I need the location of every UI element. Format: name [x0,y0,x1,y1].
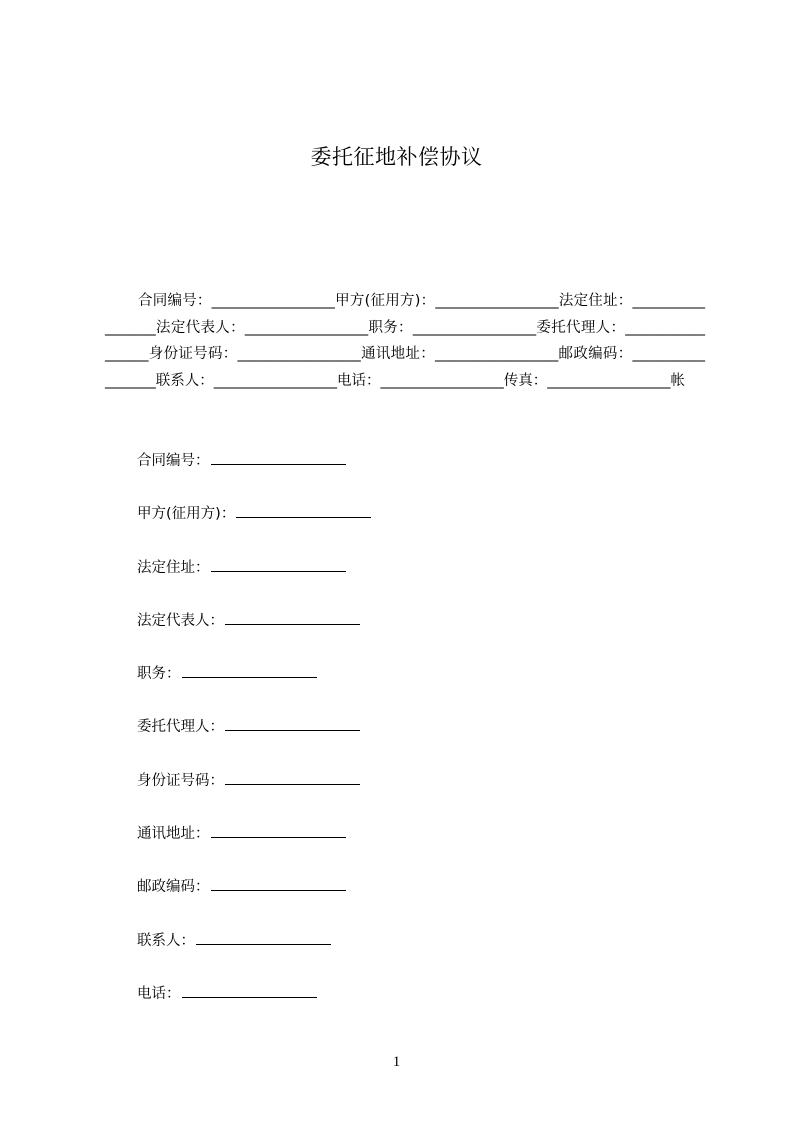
fill-in-blank[interactable] [225,716,360,731]
field-postal-code [137,874,697,900]
fill-in-blank[interactable] [182,983,317,998]
field-label: 法定代表人： [137,612,224,629]
fill-in-blank[interactable] [225,610,360,625]
field-label: 邮政编码： [137,879,210,896]
field-id-number [137,768,697,794]
fill-in-blank[interactable] [211,876,346,891]
fill-in-blank[interactable] [236,503,371,518]
contract-summary-paragraph: 合同编号：_________________甲方(征用方)：_________________法定住址：_________________法定代表人：_________________职务：_________________委托代理人：_________________身份证号码：_________________通讯地址：_________________邮政编码：_________________联系人：_________________电话：_________________传真：_________________帐 [105,293,705,389]
fill-in-blank[interactable] [225,770,360,785]
field-contact-person [137,928,697,954]
field-agent [137,714,697,740]
fill-in-blank[interactable] [211,450,346,465]
field-contract-number [137,448,697,474]
field-label: 电话： [137,985,181,1002]
field-phone [137,981,697,1007]
field-label: 身份证号码： [137,772,224,789]
field-label: 法定住址： [137,559,210,576]
field-label: 联系人： [137,932,195,949]
field-mailing-address [137,821,697,847]
fill-in-blank[interactable] [182,663,317,678]
field-position [137,661,697,687]
field-label: 合同编号： [137,453,210,469]
field-label: 通讯地址： [137,826,210,843]
document-title: 委托征地补偿协议 [310,145,483,169]
field-label: 职务： [137,666,181,683]
field-label: 甲方(征用方)： [137,506,236,523]
fill-in-blank[interactable] [196,930,331,945]
contract-field-list [137,448,697,1034]
page-number: 1 [392,1054,401,1070]
fill-in-blank[interactable] [211,557,346,572]
field-legal-address [137,555,697,581]
fill-in-blank[interactable] [211,823,346,838]
field-party-a [137,501,697,527]
field-label: 委托代理人： [137,719,224,736]
field-legal-representative [137,608,697,634]
